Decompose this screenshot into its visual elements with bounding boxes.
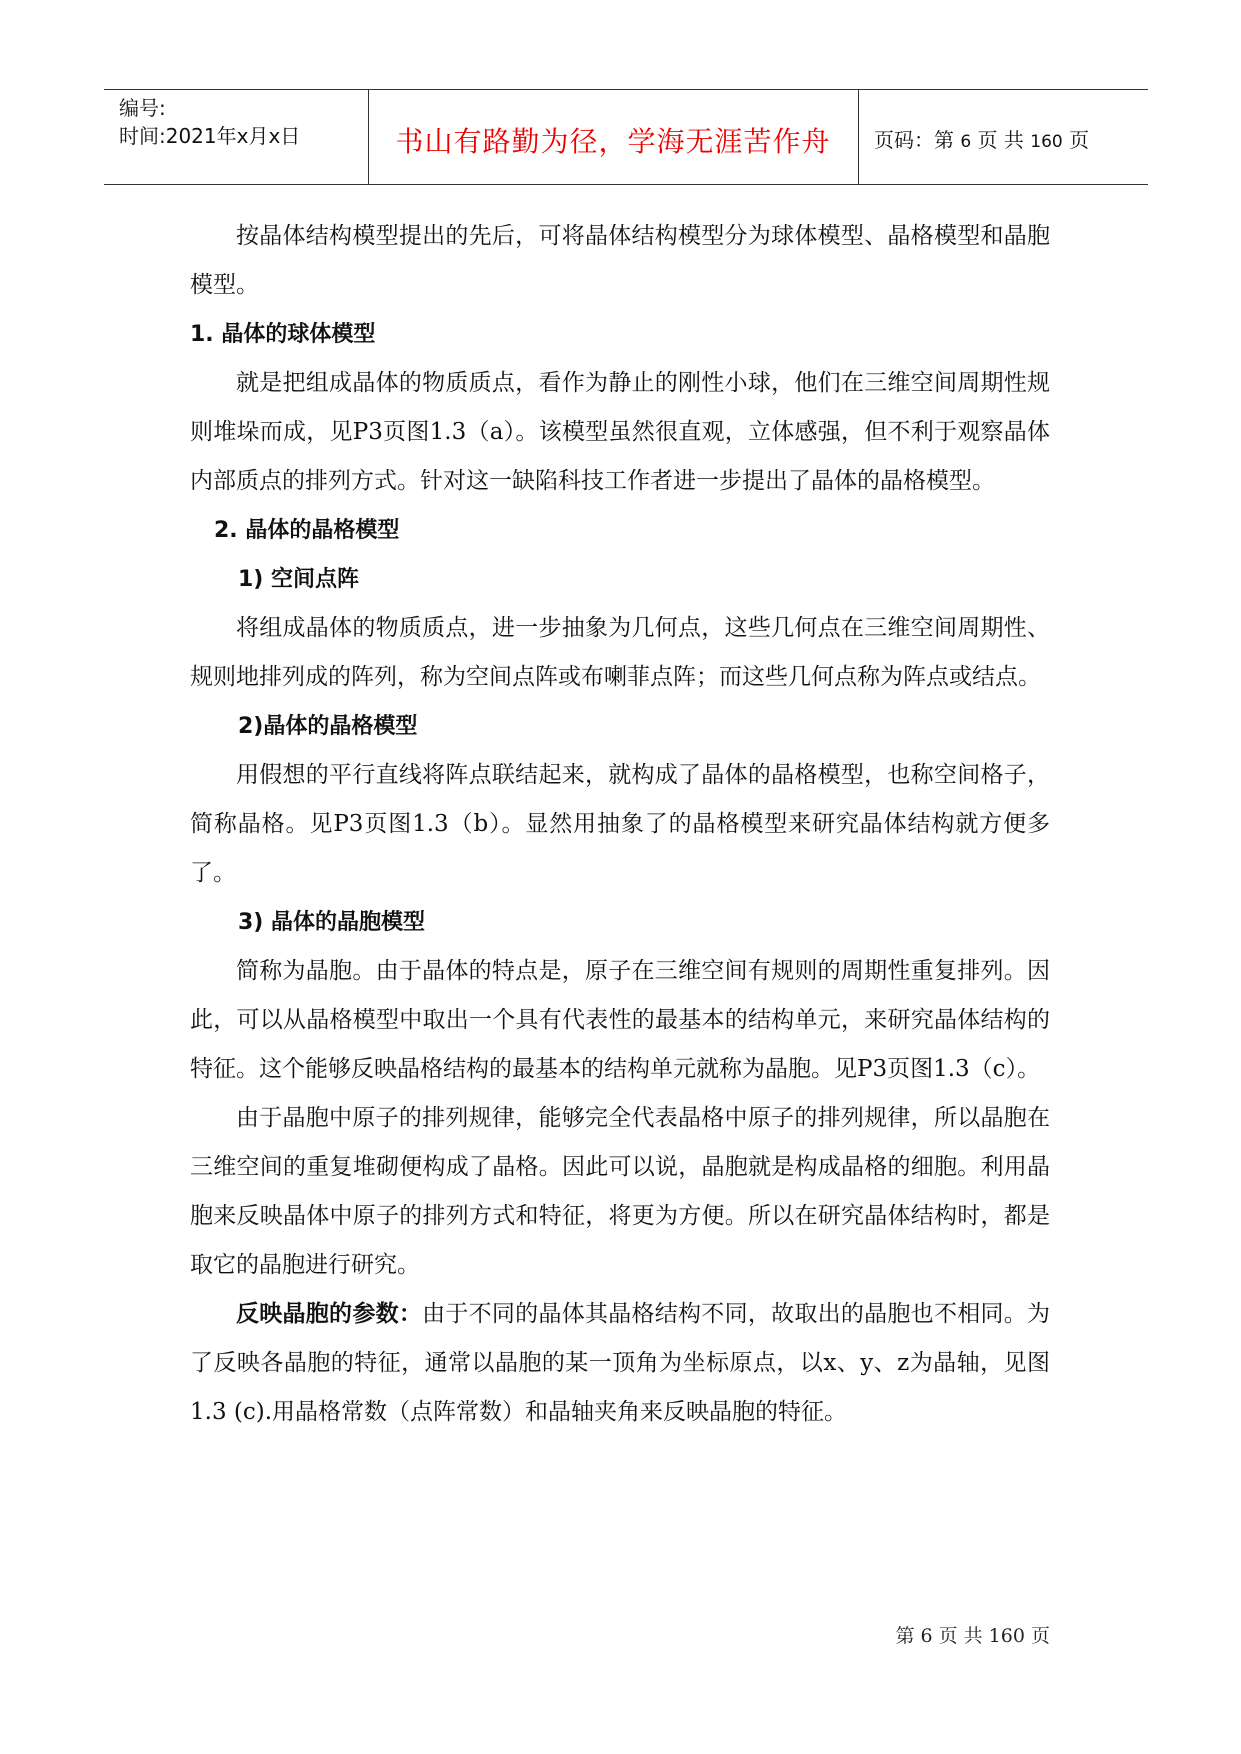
header-page-mid: 页 共 (977, 128, 1024, 152)
paragraph-unit-cell-parameters (190, 1290, 1050, 1437)
paragraph-unit-cell-explanation: 由于晶胞中原子的排列规律，能够完全代表晶格中原子的排列规律，所以晶胞在三维空间的重复堆砌便构成了晶格。因此可以说，晶胞就是构成晶格的细胞。利用晶胞来反映晶体中原子的排列方式和特征，将更为方便。所以在研究晶体结构时，都是取它的晶胞进行研究。 (190, 1105, 1050, 1278)
header-page-info (874, 124, 1089, 153)
paragraph-space-lattice: 将组成晶体的物质质点，进一步抽象为几何点，这些几何点在三维空间周期性、规则地排列成的阵列，称为空间点阵或布喇菲点阵；而这些几何点称为阵点或结点。 (190, 615, 1050, 690)
header-page-total: 160 (1030, 132, 1063, 152)
header-divider (858, 90, 859, 184)
section-heading-1: 1. 晶体的球体模型 (190, 322, 376, 347)
parameters-lead: 反映晶胞的参数： (236, 1301, 423, 1327)
header-page-current: 6 (960, 132, 972, 152)
header-number-label: 编号: (119, 96, 166, 120)
subsection-heading-space-lattice: 1) 空间点阵 (238, 567, 360, 592)
paragraph-sphere-model: 就是把组成晶体的物质质点，看作为静止的刚性小球，他们在三维空间周期性规则堆垛而成，见P3页图1.3（a）。该模型虽然很直观，立体感强，但不利于观察晶体内部质点的排列方式。针对这一缺陷科技工作者进一步提出了晶体的晶格模型。 (190, 370, 1050, 494)
header-page-prefix: 页码：第 (874, 128, 954, 152)
section-heading-2: 2. 晶体的晶格模型 (214, 518, 400, 543)
subsection-heading-lattice-model: 2)晶体的晶格模型 (238, 714, 418, 739)
header-time-label: 时间:2021年x月x日 (119, 124, 301, 148)
intro-paragraph: 按晶体结构模型提出的先后，可将晶体结构模型分为球体模型、晶格模型和晶胞模型。 (190, 223, 1050, 298)
header-page-suffix: 页 (1069, 128, 1090, 152)
document-body (190, 212, 1050, 1437)
subsection-heading-unit-cell: 3) 晶体的晶胞模型 (238, 910, 426, 935)
paragraph-unit-cell: 简称为晶胞。由于晶体的特点是，原子在三维空间有规则的周期性重复排列。因此，可以从晶格模型中取出一个具有代表性的最基本的结构单元，来研究晶体结构的特征。这个能够反映晶格结构的最基本的结构单元就称为晶胞。见P3页图1.3（c）。 (190, 958, 1050, 1082)
paragraph-lattice-model: 用假想的平行直线将阵点联结起来，就构成了晶体的晶格模型，也称空间格子，简称晶格。见P3页图1.3（b）。显然用抽象了的晶格模型来研究晶体结构就方便多了。 (190, 762, 1050, 886)
header-meta (119, 94, 359, 150)
page-header (104, 89, 1148, 185)
header-motto: 书山有路勤为径，学海无涯苦作舟 (395, 125, 831, 158)
parameters-text: 由于不同的晶体其晶格结构不同，故取出的晶胞也不相同。为了反映各晶胞的特征，通常以晶胞的某一顶角为坐标原点，以x、y、z为晶轴，见图1.3 (c).用晶格常数（点阵常数）和晶轴夹角来反映晶胞的特征。 (190, 1301, 1051, 1425)
page-footer: 第 6 页 共 160 页 (895, 1625, 1050, 1647)
